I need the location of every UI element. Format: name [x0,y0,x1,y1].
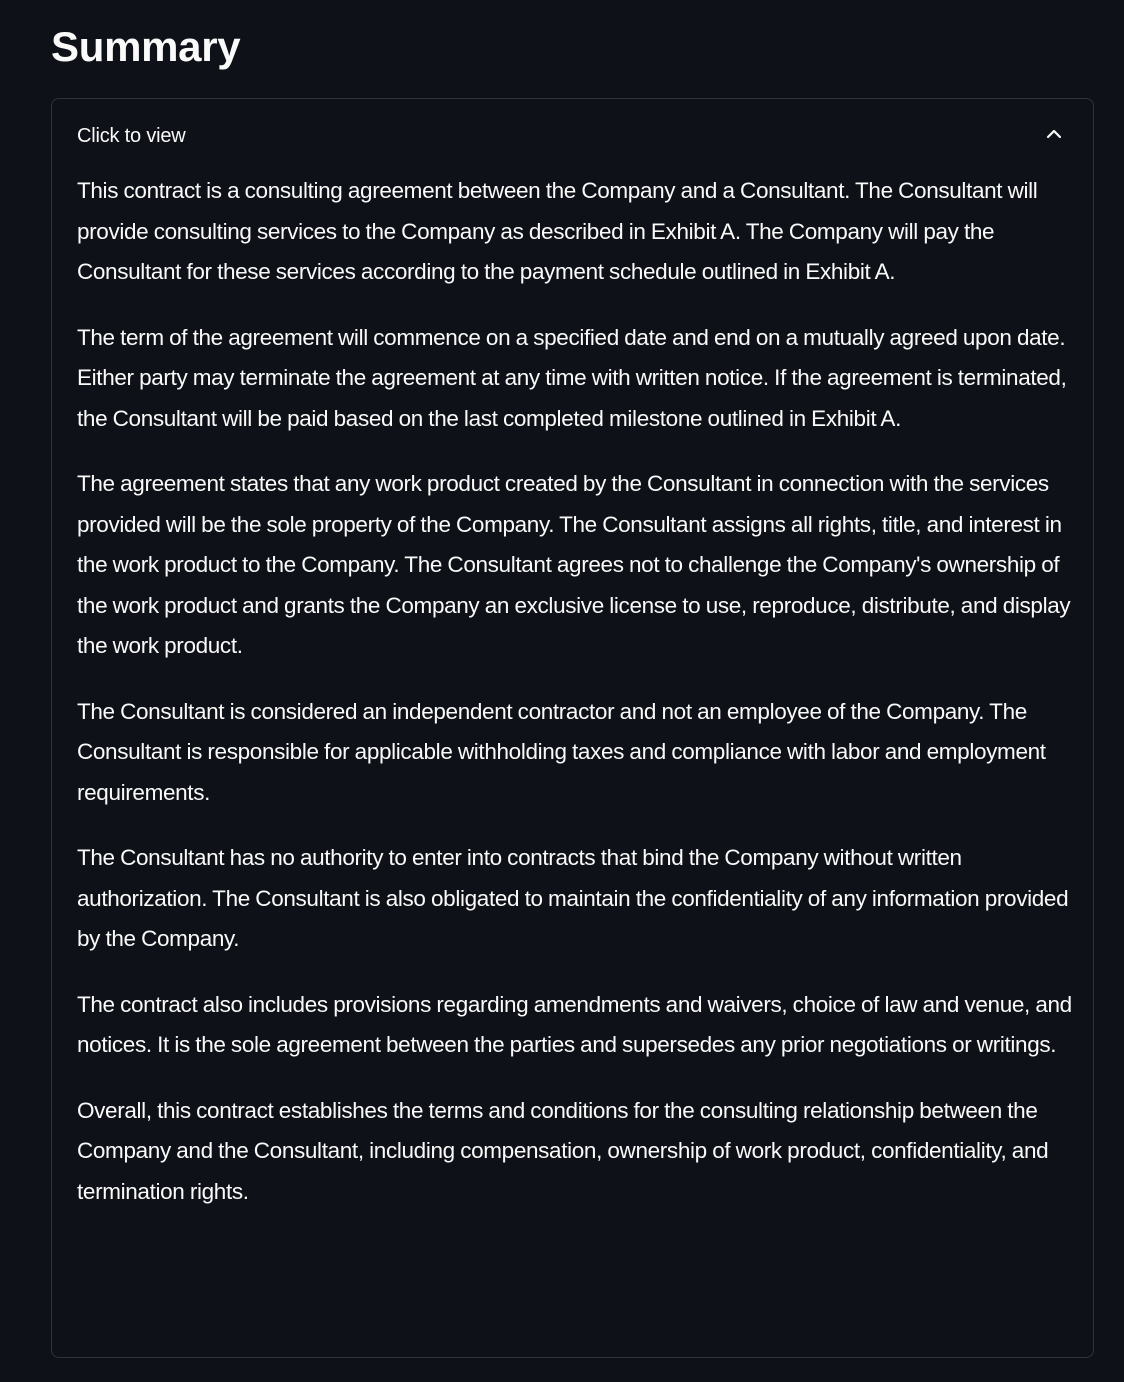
expander-header[interactable] [52,99,1093,173]
summary-paragraph: Overall, this contract establishes the terms and conditions for the consulting relationship between the Company and the Consultant, including compensation, ownership of work product, confidentiality, and termination rights. [77,1097,1049,1204]
summary-paragraph: The term of the agreement will commence on a specified date and end on a mutually agreed upon date. Either party may terminate the agreement at any time with written notice. If the agreement is terminated, the Consultant will be paid based on the last completed milestone outlined in Exhibit A. [77,324,1067,431]
expander-label: Click to view [77,125,186,147]
page-title: Summary [51,23,241,70]
summary-paragraph: This contract is a consulting agreement between the Company and a Consultant. The Consultant will provide consulting services to the Company as described in Exhibit A. The Company will pay the Consultant for these services according to the payment schedule outlined in Exhibit A. [77,178,1038,284]
expander-content [77,171,1077,1237]
chevron-up-icon[interactable] [1045,127,1063,141]
summary-paragraph: The Consultant has no authority to enter into contracts that bind the Company without written authorization. The Consultant is also obligated to maintain the confidentiality of any information provided by the Company. [77,845,1069,951]
summary-expander [51,98,1094,1358]
summary-paragraph: The Consultant is considered an independent contractor and not an employee of the Company. The Consultant is responsible for applicable withholding taxes and compliance with labor and employment requirements. [77,698,1046,805]
summary-paragraph: The agreement states that any work product created by the Consultant in connection with the services provided will be the sole property of the Company. The Consultant assigns all rights, title, and interest in the work product to the Company. The Consultant agrees not to challenge the Company's ownership of the work product and grants the Company an exclusive license to use, reproduce, distribute, and display the work product. [77,471,1071,658]
summary-paragraph: The contract also includes provisions regarding amendments and waivers, choice of law and venue, and notices. It is the sole agreement between the parties and supersedes any prior negotiations or writings. [77,991,1072,1057]
